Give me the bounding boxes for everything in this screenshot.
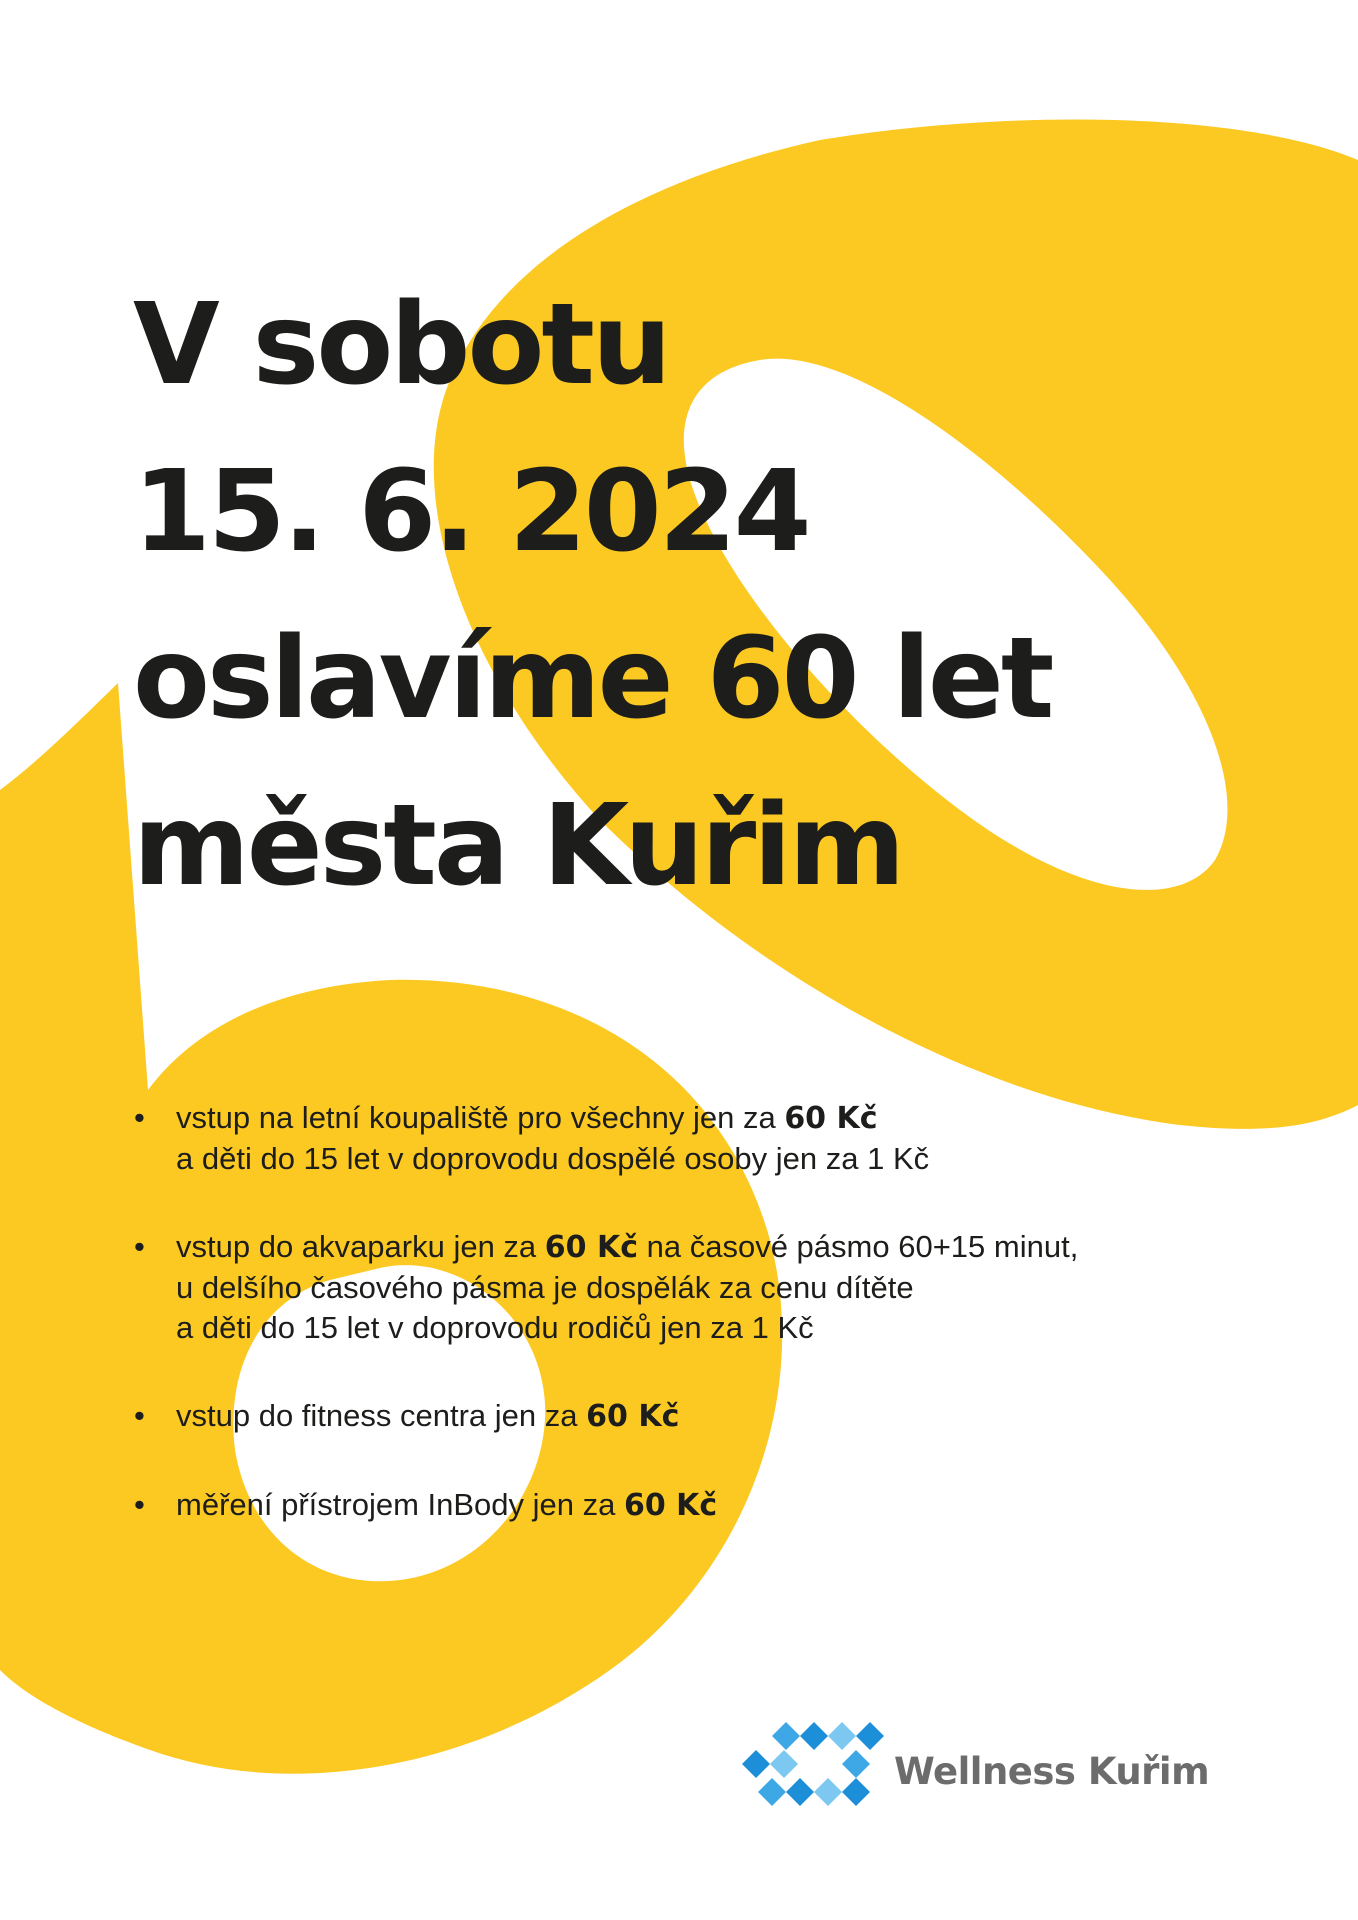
offer-text: vstup do akvaparku jen za — [176, 1229, 545, 1264]
offer-line: a děti do 15 let v doprovodu dospělé osoby jen za 1 Kč — [176, 1141, 930, 1176]
offer-text: vstup do fitness centra jen za — [176, 1398, 587, 1433]
offer-price: 60 Kč — [544, 1230, 639, 1265]
offer-item-aquapark — [134, 1227, 1078, 1348]
headline-line-town: města Kuřim — [133, 781, 903, 911]
offers-list — [134, 1098, 1078, 1574]
offer-price: 60 Kč — [586, 1399, 680, 1434]
bullet-icon: • — [134, 1229, 145, 1264]
offer-price: 60 Kč — [784, 1101, 878, 1136]
offer-line: u delšího časového pásma je dospělák za cenu dítěte — [176, 1270, 914, 1305]
offer-line: a děti do 15 let v doprovodu rodičů jen za 1 Kč — [176, 1310, 814, 1345]
offer-text: na časové pásmo 60+15 minut, — [638, 1229, 1079, 1264]
offer-line — [176, 1098, 1078, 1139]
offer-item-inbody — [134, 1485, 1078, 1526]
headline — [133, 262, 1051, 930]
bullet-icon: • — [134, 1398, 145, 1433]
headline-line-date: 15. 6. 2024 — [133, 447, 809, 577]
bullet-icon: • — [134, 1100, 145, 1135]
offer-price: 60 Kč — [623, 1488, 718, 1523]
headline-line-celebrate: oslavíme 60 let — [133, 614, 1052, 744]
offer-line — [176, 1485, 1078, 1526]
offer-line — [176, 1396, 1078, 1437]
wellness-cubes-icon — [742, 1722, 892, 1806]
offer-item-swimming-pool — [134, 1098, 1078, 1179]
offer-text: měření přístrojem InBody jen za — [176, 1487, 624, 1522]
logo-wordmark: Wellness Kuřim — [894, 1750, 1210, 1793]
offer-line — [176, 1227, 1078, 1268]
headline-line-date-day: V sobotu — [133, 280, 669, 410]
bullet-icon: • — [134, 1487, 145, 1522]
offer-item-fitness — [134, 1396, 1078, 1437]
wellness-kurim-logo — [742, 1722, 1242, 1806]
offer-text: vstup na letní koupaliště pro všechny jen za — [176, 1100, 785, 1135]
